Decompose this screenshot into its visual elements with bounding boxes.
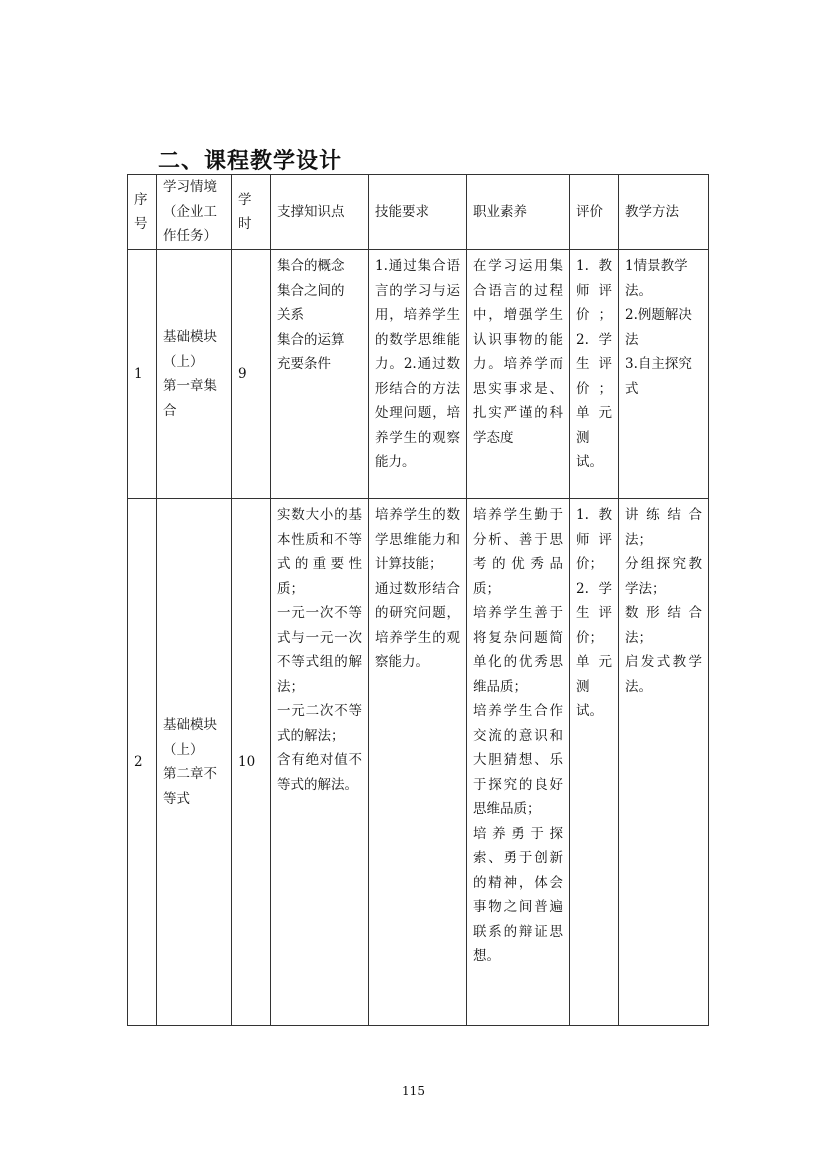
header-methods: 教学方法 (619, 175, 709, 250)
cell-methods: 1情景教学法。 2.例题解决法 3.自主探究式 (619, 250, 709, 499)
cell-scenario: 基础模块 （上） 第二章不 等式 (157, 499, 232, 1026)
cell-hours: 10 (232, 499, 271, 1026)
page-number: 115 (402, 1084, 425, 1098)
section-title: 二、课程教学设计 (158, 149, 343, 174)
cell-knowledge: 实数大小的基本性质和不等式的重要性质； 一元一次不等式与一元一次不等式组的解法； 一元二次不等式的解法； 含有绝对值不等式的解法。 (271, 499, 369, 1026)
header-qualities: 职业素养 (467, 175, 570, 250)
cell-knowledge: 集合的概念 集合之间的 关系 集合的运算 充要条件 (271, 250, 369, 499)
cell-evaluation: 1.教师评价；2.学生评价；单元测试。 (570, 250, 619, 499)
cell-hours: 9 (232, 250, 271, 499)
cell-qualities: 在学习运用集合语言的过程中，增强学生认识事物的能力。培养学而思实事求是、扎实严谨的科学态度 (467, 250, 570, 499)
header-skills: 技能要求 (369, 175, 467, 250)
cell-evaluation: 1.教师评价； 2.学生评价； 单元测试。 (570, 499, 619, 1026)
table-header-row (128, 175, 709, 250)
table-row (128, 499, 709, 1026)
header-hours: 学 时 (232, 175, 271, 250)
table-row (128, 250, 709, 499)
cell-skills: 1.通过集合语言的学习与运用，培养学生的数学思维能力。2.通过数形结合的方法处理问题，培养学生的观察能力。 (369, 250, 467, 499)
header-scenario: 学习情境 （企业工 作任务） (157, 175, 232, 250)
cell-no: 1 (128, 250, 157, 499)
cell-qualities: 培养学生勤于分析、善于思考的优秀品质； 培养学生善于将复杂问题简单化的优秀思维品质； 培养学生合作交流的意识和大胆猜想、乐于探究的良好思维品质； 培养勇于探索、勇于创新的精神，体会事物之间普遍联系的辩证思想。 (467, 499, 570, 1026)
header-no: 序 号 (128, 175, 157, 250)
course-design-table (127, 174, 709, 1026)
header-evaluation: 评价 (570, 175, 619, 250)
cell-no: 2 (128, 499, 157, 1026)
cell-methods: 讲练结合法； 分组探究教学法； 数形结合法； 启发式教学法。 (619, 499, 709, 1026)
cell-scenario: 基础模块 （上） 第一章集 合 (157, 250, 232, 499)
header-knowledge: 支撑知识点 (271, 175, 369, 250)
cell-skills: 培养学生的数学思维能力和计算技能； 通过数形结合的研究问题，培养学生的观察能力。 (369, 499, 467, 1026)
